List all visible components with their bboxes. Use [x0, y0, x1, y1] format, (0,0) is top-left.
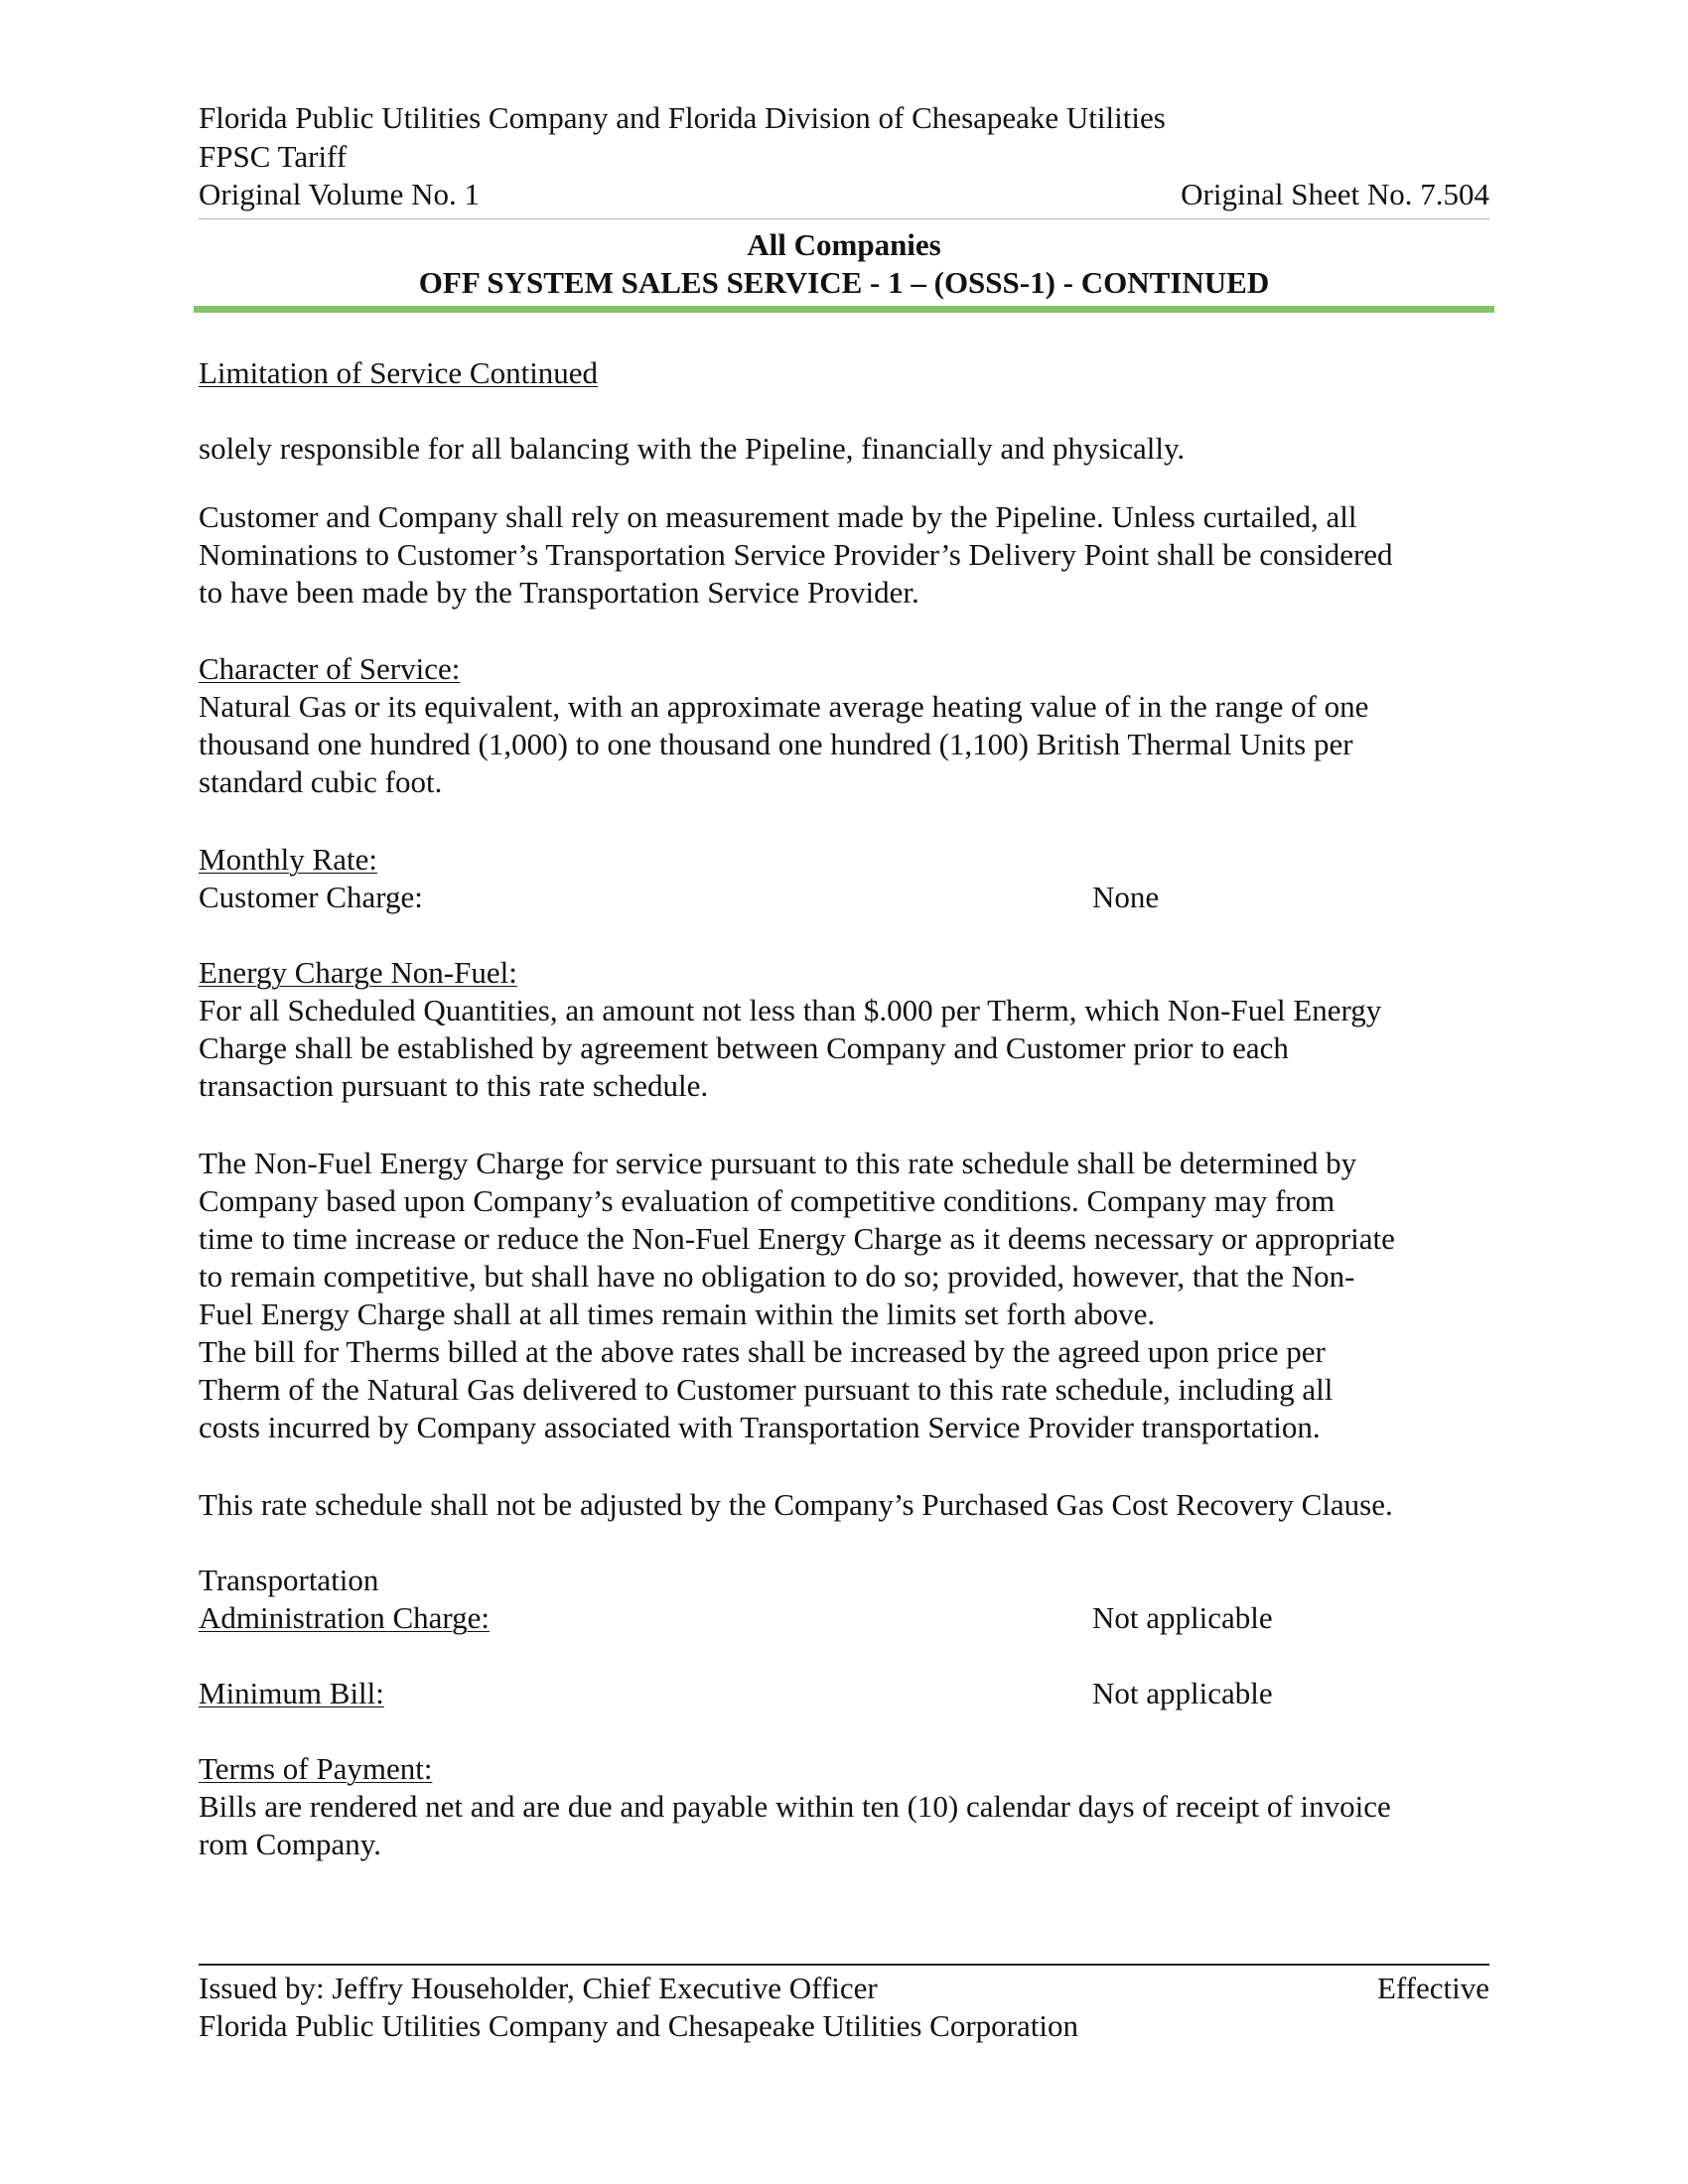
- minimum-bill-label: Minimum Bill:: [199, 1676, 384, 1710]
- character-line: standard cubic foot.: [199, 764, 443, 799]
- minimum-bill-value: Not applicable: [1092, 1676, 1273, 1710]
- nonfuel-line: to remain competitive, but shall have no obligation to do so; provided, however, that the Non-: [199, 1259, 1355, 1294]
- header-volume-row: [199, 176, 1489, 213]
- energy-line: For all Scheduled Quantities, an amount not less than $.000 per Therm, which Non-Fuel Energy: [199, 993, 1382, 1027]
- header-tariff: FPSC Tariff: [199, 139, 348, 174]
- character-heading: Character of Service:: [199, 651, 461, 686]
- character-line: thousand one hundred (1,000) to one thousand one hundred (1,100) British Thermal Units per: [199, 727, 1353, 761]
- header-sheet-number: Original Sheet No. 7.504: [1181, 177, 1489, 211]
- energy-line: transaction pursuant to this rate schedule.: [199, 1068, 709, 1103]
- limitation-paragraph-1: solely responsible for all balancing with the Pipeline, financially and physically.: [199, 431, 1186, 466]
- limitation-p2-line: Customer and Company shall rely on measurement made by the Pipeline. Unless curtailed, all: [199, 499, 1357, 534]
- customer-charge-label: Customer Charge:: [199, 880, 423, 914]
- title-rule: [194, 306, 1494, 313]
- transport-label-line-1: Transportation: [199, 1563, 379, 1597]
- header-company: Florida Public Utilities Company and Florida Division of Chesapeake Utilities: [199, 100, 1166, 135]
- customer-charge-row: [199, 879, 1489, 916]
- terms-line: Bills are rendered net and are due and payable within ten (10) calendar days of receipt of invoice: [199, 1789, 1391, 1824]
- energy-line: Charge shall be established by agreement between Company and Customer prior to each: [199, 1030, 1289, 1065]
- character-line: Natural Gas or its equivalent, with an approximate average heating value of in the range of one: [199, 689, 1369, 724]
- footer-issued-row: [199, 1970, 1489, 2007]
- minimum-bill-row: [199, 1675, 1489, 1712]
- title-line-1: All Companies: [747, 227, 941, 262]
- nonfuel-line: Fuel Energy Charge shall at all times remain within the limits set forth above.: [199, 1297, 1156, 1331]
- page-title: [199, 226, 1489, 302]
- footer-divider: [199, 1964, 1489, 1966]
- limitation-paragraph-2: [199, 498, 1489, 612]
- terms-heading: Terms of Payment:: [199, 1751, 433, 1786]
- monthly-rate-section: [199, 841, 1489, 916]
- energy-charge-section: [199, 954, 1489, 1105]
- limitation-heading-text: Limitation of Service Continued: [199, 355, 599, 390]
- bill-line: costs incurred by Company associated with Transportation Service Provider transportation.: [199, 1410, 1321, 1444]
- header-volume: Original Volume No. 1: [199, 177, 481, 211]
- pgc-paragraph: This rate schedule shall not be adjusted by the Company’s Purchased Gas Cost Recovery Clause.: [199, 1487, 1393, 1522]
- transport-charge-value: Not applicable: [1092, 1600, 1273, 1635]
- header-divider: [199, 218, 1489, 219]
- footer-effective: Effective: [1376, 1971, 1489, 2005]
- transport-label-line-2: Administration Charge:: [199, 1600, 491, 1635]
- nonfuel-line: time to time increase or reduce the Non-Fuel Energy Charge as it deems necessary or appropriate: [199, 1221, 1395, 1256]
- limitation-heading: [199, 354, 1489, 392]
- title-line-2: OFF SYSTEM SALES SERVICE - 1 – (OSSS-1) - CONTINUED: [418, 265, 1270, 300]
- terms-section: [199, 1750, 1489, 1863]
- transport-charge-row: [199, 1599, 1489, 1637]
- bill-line: The bill for Therms billed at the above rates shall be increased by the agreed upon price per: [199, 1334, 1326, 1369]
- transport-section: [199, 1562, 1489, 1637]
- nonfuel-line: The Non-Fuel Energy Charge for service pursuant to this rate schedule shall be determined by: [199, 1146, 1357, 1180]
- footer-issued-by: Issued by: Jeffry Householder, Chief Executive Officer: [199, 1971, 878, 2005]
- bill-line: Therm of the Natural Gas delivered to Customer pursuant to this rate schedule, including all: [199, 1372, 1334, 1407]
- nonfuel-line: Company based upon Company’s evaluation of competitive conditions. Company may from: [199, 1183, 1336, 1218]
- energy-charge-heading: Energy Charge Non-Fuel:: [199, 955, 517, 990]
- nonfuel-paragraph: [199, 1145, 1489, 1446]
- character-section: [199, 650, 1489, 801]
- limitation-p2-line: to have been made by the Transportation Service Provider.: [199, 575, 919, 610]
- monthly-rate-heading: Monthly Rate:: [199, 842, 377, 877]
- customer-charge-value: None: [1092, 880, 1160, 914]
- limitation-p2-line: Nominations to Customer’s Transportation Service Provider’s Delivery Point shall be considered: [199, 537, 1393, 572]
- terms-line: rom Company.: [199, 1827, 381, 1861]
- footer-company: Florida Public Utilities Company and Chesapeake Utilities Corporation: [199, 2008, 1078, 2043]
